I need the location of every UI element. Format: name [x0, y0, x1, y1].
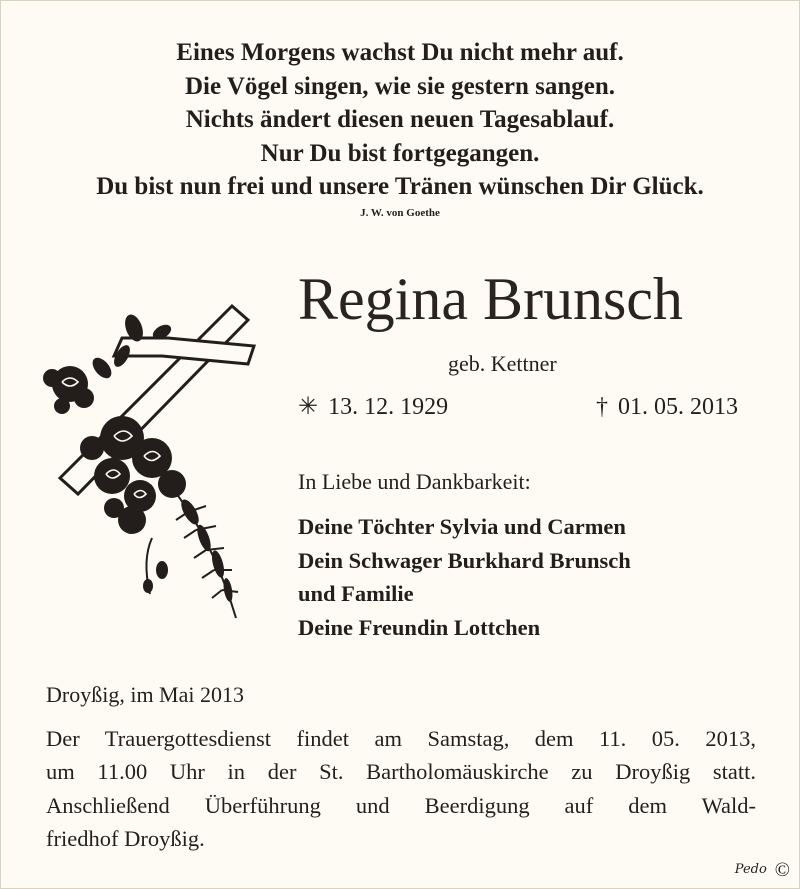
birth-date-group: [298, 392, 448, 422]
copyright-icon: ©: [774, 859, 790, 881]
death-cross-icon: †: [596, 394, 608, 420]
poem-line: Nur Du bist fortgegangen.: [260, 139, 540, 167]
mourners-intro: In Liebe und Dankbarkeit:: [298, 469, 531, 494]
poem-author: J. W. von Goethe: [360, 206, 440, 219]
service-line: Der Trauergottesdienst findet am Samstag, dem 11. 05. 2013,: [46, 726, 756, 751]
mourner-line: Dein Schwager Burkhard Brunsch: [298, 547, 631, 573]
poem-line: Nichts ändert diesen neuen Tagesablauf.: [185, 106, 615, 133]
maiden-name: geb. Kettner: [448, 351, 557, 376]
service-info: [46, 722, 756, 855]
life-dates: [298, 392, 738, 422]
designer-signature: Pedo: [734, 862, 767, 878]
poem-line: Die Vögel singen, wie sie gestern sangen.: [184, 72, 616, 100]
poem-line: Eines Morgens wachst Du nicht mehr auf.: [176, 39, 624, 66]
death-date-group: [596, 392, 738, 422]
birth-date: 13. 12. 1929: [328, 394, 449, 420]
service-line: um 11.00 Uhr in der St. Bartholomäuskirche zu Droyßig statt.: [46, 759, 756, 785]
footer: [735, 858, 790, 882]
birth-star-icon: ✳: [298, 394, 319, 420]
poem-line: Du bist nun frei und unsere Tränen wünschen Dir Glück.: [96, 173, 704, 200]
service-line: friedhof Droyßig.: [46, 825, 205, 851]
poem-block: [0, 36, 800, 220]
deceased-name: Regina Brunsch: [298, 266, 683, 332]
service-line: Anschließend Überführung und Beerdigung auf dem Wald-: [46, 792, 756, 818]
mourner-line: Deine Töchter Sylvia und Carmen: [298, 514, 626, 539]
mourner-line: Deine Freundin Lottchen: [298, 614, 541, 640]
mourners-list: [298, 510, 631, 644]
place-date: Droyßig, im Mai 2013: [46, 682, 244, 707]
cross-with-roses-icon: [22, 298, 272, 628]
death-date: 01. 05. 2013: [618, 394, 738, 420]
mourner-line: und Familie: [298, 581, 414, 606]
